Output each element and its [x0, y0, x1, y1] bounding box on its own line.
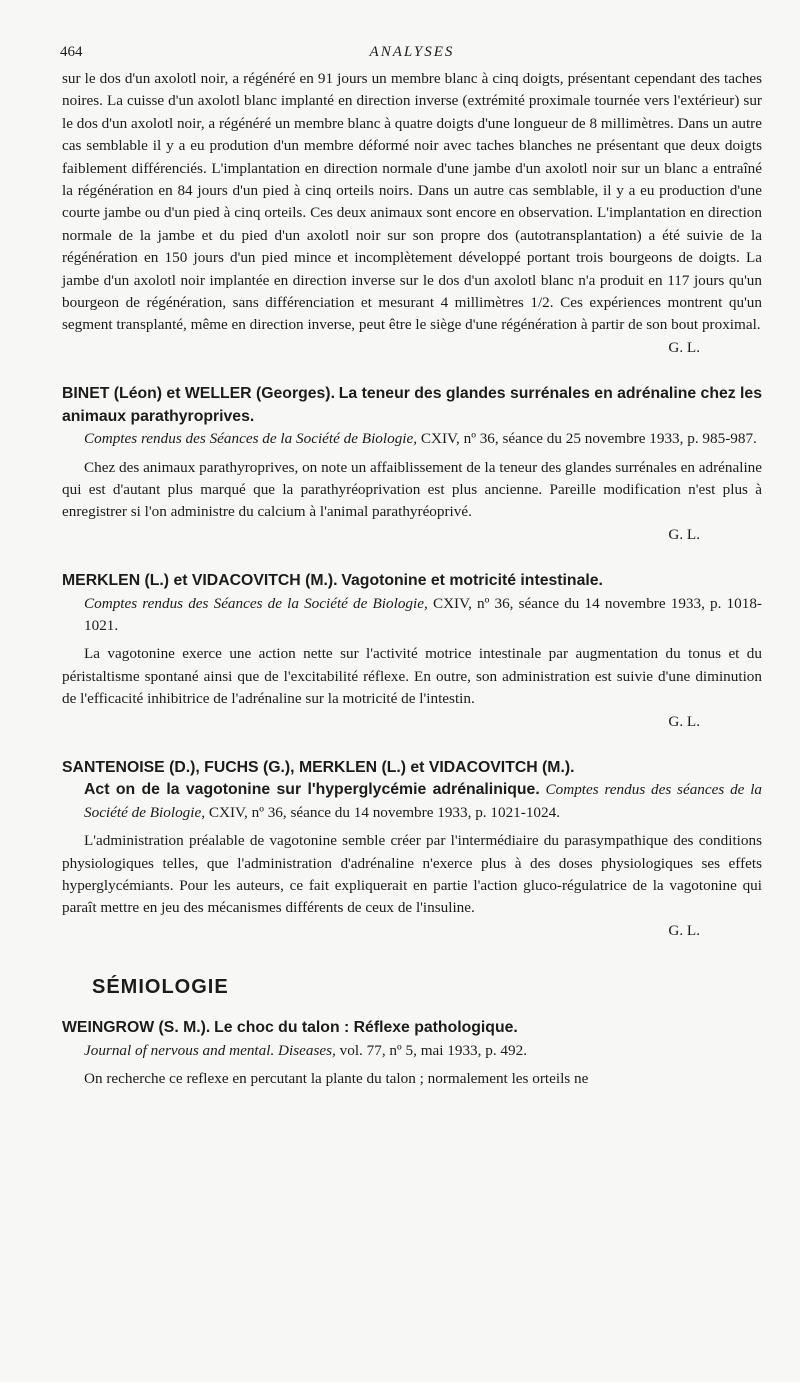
citation-title: Act on de la vagotonine sur l'hyperglycémie adrénalinique.: [84, 781, 540, 799]
reviewer-signature: G. L.: [668, 525, 700, 543]
citation: [62, 570, 762, 637]
review-body: On recherche ce reflexe en percutant la plante du talon ; normalement les orteils ne: [84, 1070, 589, 1088]
reviewer-signature: G. L.: [668, 712, 700, 730]
citation: [62, 1017, 762, 1062]
citation-title: Vagotonine et motricité intestinale.: [341, 572, 603, 590]
review-entry-merklen: [62, 570, 762, 733]
citation: [62, 757, 762, 824]
page-number: 464: [60, 44, 83, 60]
running-title: ANALYSES: [369, 44, 455, 60]
reviewer-signature: G. L.: [668, 921, 700, 939]
review-entry-weingrow: [62, 1017, 762, 1090]
reviewer-signature: G. L.: [668, 338, 700, 356]
citation-journal: Comptes rendus des séances de la Société de Biologie,: [84, 781, 763, 821]
continued-paragraph: sur le dos d'un axolotl noir, a régénéré en 91 jours un membre blanc à cinq doigts, présentant cependant des taches noires. La cuisse d'un axolotl blanc implanté en direction inverse (extrémité proximale tournée vers l'extérieur) sur le dos d'un axolotl noir, a régénéré un membre blanc à quatre doigts d'une longueur de 8 millimètres. Dans un autre cas semblable il y a eu prodution d'un membre déformé noir avec taches blanches ne présentant que deux doigts faiblement différenciés. L'implantation en direction normale d'une jambe d'un axolotl noir sur un blanc a entraîné la régénération en 84 jours d'un pied à cinq orteils noirs. Dans un autre cas semblable, il y a eu production d'une courte jambe ou d'un pied à cinq orteils. Ces deux animaux sont encore en observation. L'implantation en direction normale de la jambe et du pied d'un axolotl noir sur son propre dos (autotransplantation) a été suivie de la régénération en 150 jours d'un pied mince et incomplètement développé portant trois bourgeons de doigts. La jambe d'un axolotl noir implantée en direction inverse sur le dos d'un axolotl blanc n'a produit en 117 jours qu'un bourgeon de régénération, sans différenciation et mesurant 4 millimètres 1/2. Ces expériences montrent qu'un segment transplanté, même en direction inverse, peut être le siège d'une régénération à partir de son bout proximal.: [62, 70, 762, 334]
citation-authors: WEINGROW (S. M.).: [62, 1019, 211, 1037]
section-heading: SÉMIOLOGIE: [92, 976, 229, 999]
citation-journal: Comptes rendus des Séances de la Société de Biologie,: [84, 430, 418, 448]
citation-title: Le choc du talon : Réflexe pathologique.: [214, 1019, 518, 1037]
citation-details: CXIV, nº 36, séance du 14 novembre 1933, p. 1018-1021.: [84, 594, 762, 634]
citation-authors: SANTENOISE (D.), FUCHS (G.), MERKLEN (L.) et VIDACOVITCH (M.).: [62, 758, 575, 776]
citation-details: vol. 77, nº 5, mai 1933, p. 492.: [339, 1041, 528, 1059]
citation-authors: BINET (Léon) et WELLER (Georges).: [62, 385, 335, 403]
review-entry-santenoise: [62, 757, 762, 942]
citation: [62, 383, 762, 450]
running-head: [62, 40, 762, 68]
continued-review: [62, 68, 762, 359]
citation-authors: MERKLEN (L.) et VIDACOVITCH (M.).: [62, 572, 338, 590]
citation-journal: Journal of nervous and mental. Diseases,: [84, 1041, 336, 1059]
citation-journal: Comptes rendus des Séances de la Société de Biologie,: [84, 594, 428, 612]
review-body: Chez des animaux parathyroprives, on note un affaiblissement de la teneur des glandes surrénales en adrénaline qui est d'autant plus marqué que la parathyréoprivation est plus ancienne. Pareille modification n'est plus à enregistrer si l'on administre du calcium à l'animal parathyréoprivé.: [62, 458, 762, 521]
review-body: L'administration préalable de vagotonine semble créer par l'intermédiaire du parasympathique des conditions physiologiques telles, que l'administration d'adrénaline n'exerce plus à des doses physiologiques ses effets hyperglycémiants. Pour les auteurs, ce fait expliquerait en partie l'action gluco-régulatrice de la vagotonine qui paraît mettre en jeu des mécanismes différents de ceux de l'insuline.: [62, 832, 762, 917]
citation-details: CXIV, nº 36, séance du 14 novembre 1933, p. 1021-1024.: [208, 803, 561, 821]
review-body: La vagotonine exerce une action nette sur l'activité motrice intestinale par augmentation du tonus et du péristaltisme spontané ainsi que de l'excitabilité réflexe. En outre, son administration est suivie d'une diminution de l'efficacité inhibitrice de l'adrénaline sur la motricité de l'intestin.: [62, 645, 762, 708]
citation-title: La teneur des glandes surrénales en adrénaline chez les animaux parathyroprives.: [62, 385, 763, 425]
review-entry-binet: [62, 383, 762, 546]
citation-details: CXIV, nº 36, séance du 25 novembre 1933, p. 985-987.: [420, 430, 757, 448]
journal-page: [62, 40, 762, 1090]
